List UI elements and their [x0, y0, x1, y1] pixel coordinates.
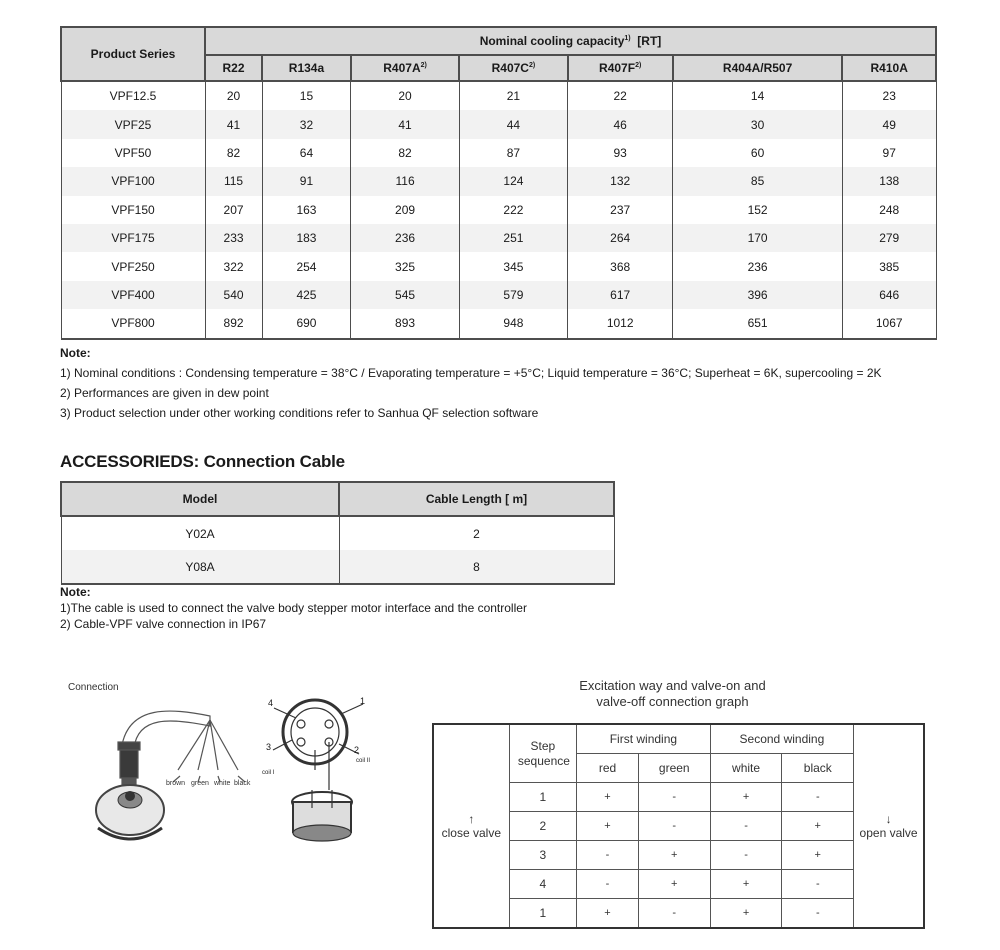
pin-number-2: 2	[354, 745, 360, 755]
product-series-cell: VPF175	[61, 224, 205, 252]
capacity-cell: 385	[842, 252, 936, 280]
cable-length-header: Cable Length [ m]	[339, 482, 614, 516]
refrigerant-header	[842, 55, 936, 81]
excitation-value: +	[782, 841, 854, 870]
capacity-cell: 116	[351, 167, 459, 195]
excitation-value: -	[782, 899, 854, 929]
excitation-value: +	[710, 783, 782, 812]
product-series-cell: VPF25	[61, 110, 205, 138]
cable-model-cell: Y02A	[61, 516, 339, 550]
nominal-capacity-label: Nominal cooling capacity	[479, 34, 625, 48]
table-row	[61, 516, 614, 550]
table-row	[61, 309, 936, 338]
capacity-table	[60, 26, 937, 340]
refrigerant-header	[351, 55, 459, 81]
second-winding-header: Second winding	[710, 724, 853, 754]
capacity-cell: 893	[351, 309, 459, 338]
table-row	[61, 196, 936, 224]
capacity-cell: 82	[351, 139, 459, 167]
refrigerant-name: R410A	[870, 61, 908, 75]
capacity-cell: 222	[459, 196, 567, 224]
capacity-cell: 20	[205, 81, 262, 110]
note-title: Note:	[60, 346, 91, 360]
refrigerant-header	[568, 55, 673, 81]
capacity-cell: 279	[842, 224, 936, 252]
capacity-cell: 124	[459, 167, 567, 195]
capacity-cell: 209	[351, 196, 459, 224]
capacity-cell: 183	[262, 224, 351, 252]
note-line: 2) Performances are given in dew point	[60, 386, 269, 400]
capacity-cell: 651	[673, 309, 843, 338]
capacity-cell: 91	[262, 167, 351, 195]
wire-column-header: white	[710, 754, 782, 783]
capacity-cell: 93	[568, 139, 673, 167]
capacity-cell: 251	[459, 224, 567, 252]
refrigerant-name: R404A/R507	[722, 61, 793, 75]
close-valve-cell	[433, 724, 509, 928]
capacity-cell: 87	[459, 139, 567, 167]
capacity-cell: 49	[842, 110, 936, 138]
capacity-cell: 152	[673, 196, 843, 224]
nominal-capacity-header	[205, 27, 936, 55]
capacity-cell: 579	[459, 281, 567, 309]
cable-length-cell: 2	[339, 516, 614, 550]
cable-length-cell: 8	[339, 550, 614, 584]
refrigerant-footnote: 2)	[635, 62, 642, 69]
product-series-cell: VPF150	[61, 196, 205, 224]
pin-number-1: 1	[360, 696, 366, 706]
capacity-cell: 425	[262, 281, 351, 309]
capacity-cell: 97	[842, 139, 936, 167]
capacity-cell: 322	[205, 252, 262, 280]
capacity-cell: 254	[262, 252, 351, 280]
step-number: 2	[509, 812, 577, 841]
capacity-cell: 23	[842, 81, 936, 110]
step-number: 1	[509, 783, 577, 812]
open-valve-label: open valve	[859, 826, 918, 840]
table-row	[61, 252, 936, 280]
excitation-value: +	[577, 899, 639, 929]
excitation-title-line2: valve-off connection graph	[596, 694, 749, 709]
table-row	[61, 110, 936, 138]
step-number: 1	[509, 899, 577, 929]
excitation-value: +	[638, 841, 710, 870]
wire-label-black: black	[234, 780, 251, 787]
wire-column-header: black	[782, 754, 854, 783]
note-block-1	[60, 346, 882, 420]
note-line: 2) Cable-VPF valve connection in IP67	[60, 617, 267, 631]
capacity-cell: 41	[351, 110, 459, 138]
capacity-table-body	[61, 81, 936, 339]
product-series-cell: VPF250	[61, 252, 205, 280]
model-header: Model	[61, 482, 339, 516]
excitation-value: -	[782, 783, 854, 812]
capacity-cell: 15	[262, 81, 351, 110]
capacity-cell: 540	[205, 281, 262, 309]
note-block-2	[60, 585, 527, 631]
capacity-cell: 948	[459, 309, 567, 338]
capacity-cell: 237	[568, 196, 673, 224]
capacity-cell: 248	[842, 196, 936, 224]
step-number: 3	[509, 841, 577, 870]
capacity-cell: 617	[568, 281, 673, 309]
excitation-title	[560, 678, 785, 710]
step-sequence-header: Step sequence	[509, 724, 577, 783]
capacity-cell: 30	[673, 110, 843, 138]
refrigerant-footnote: 2)	[528, 62, 536, 69]
capacity-cell: 646	[842, 281, 936, 309]
product-series-cell: VPF12.5	[61, 81, 205, 110]
excitation-title-line1: Excitation way and valve-on and	[579, 678, 766, 693]
pin-diagram	[273, 700, 363, 841]
excitation-value: +	[577, 812, 639, 841]
excitation-value: +	[710, 899, 782, 929]
up-arrow-icon: ↑	[468, 812, 475, 826]
capacity-cell: 138	[842, 167, 936, 195]
table-row	[61, 224, 936, 252]
accessories-heading: ACCESSORIEDS: Connection Cable	[60, 452, 345, 471]
refrigerant-header	[262, 55, 351, 81]
refrigerant-name: R407C	[491, 61, 529, 75]
refrigerant-header	[459, 55, 567, 81]
product-series-header: Product Series	[61, 27, 205, 81]
refrigerant-header	[673, 55, 843, 81]
excitation-value: +	[782, 812, 854, 841]
table-row	[61, 139, 936, 167]
excitation-value: -	[782, 870, 854, 899]
capacity-cell: 20	[351, 81, 459, 110]
capacity-cell: 60	[673, 139, 843, 167]
product-series-cell: VPF800	[61, 309, 205, 338]
cable-model-cell: Y08A	[61, 550, 339, 584]
capacity-cell: 264	[568, 224, 673, 252]
product-series-cell: VPF50	[61, 139, 205, 167]
connection-diagram	[60, 690, 400, 860]
table-row	[61, 167, 936, 195]
capacity-cell: 207	[205, 196, 262, 224]
connection-label: Connection	[68, 682, 119, 693]
cable-drawing	[118, 711, 245, 786]
nominal-capacity-footnote: 1)	[624, 35, 631, 42]
cable-table	[60, 481, 615, 585]
capacity-cell: 115	[205, 167, 262, 195]
excitation-value: -	[710, 841, 782, 870]
capacity-cell: 545	[351, 281, 459, 309]
capacity-cell: 163	[262, 196, 351, 224]
excitation-value: -	[638, 899, 710, 929]
pin-number-3: 3	[266, 742, 272, 752]
refrigerant-header	[205, 55, 262, 81]
coil-label-1: coil I	[262, 770, 275, 776]
capacity-cell: 892	[205, 309, 262, 338]
capacity-cell: 44	[459, 110, 567, 138]
excitation-value: +	[577, 783, 639, 812]
note-line: 1)The cable is used to connect the valve body stepper motor interface and the controller	[60, 601, 527, 615]
excitation-value: -	[577, 870, 639, 899]
close-valve-label: close valve	[441, 826, 501, 840]
capacity-cell: 46	[568, 110, 673, 138]
capacity-cell: 22	[568, 81, 673, 110]
excitation-table	[432, 723, 925, 929]
note-line: 1) Nominal conditions : Condensing temperature = 38°C / Evaporating temperature = +5°C; Liquid temperature = 36°C; Superheat = 6K, supercooling = 2K	[60, 366, 882, 380]
capacity-cell: 325	[351, 252, 459, 280]
capacity-cell: 1067	[842, 309, 936, 338]
capacity-cell: 690	[262, 309, 351, 338]
note-line: 3) Product selection under other working conditions refer to Sanhua QF selection software	[60, 406, 539, 420]
excitation-value: -	[577, 841, 639, 870]
note-title: Note:	[60, 585, 91, 599]
capacity-cell: 82	[205, 139, 262, 167]
excitation-value: -	[710, 812, 782, 841]
capacity-cell: 85	[673, 167, 843, 195]
wire-label-green: green	[191, 780, 209, 787]
table-row	[61, 81, 936, 110]
excitation-value: +	[710, 870, 782, 899]
table-row	[61, 281, 936, 309]
capacity-cell: 236	[351, 224, 459, 252]
refrigerant-name: R134a	[288, 61, 325, 75]
first-winding-header: First winding	[577, 724, 711, 754]
refrigerant-name: R407F	[599, 61, 636, 75]
excitation-value: -	[638, 783, 710, 812]
capacity-cell: 132	[568, 167, 673, 195]
wire-label-brown: brown	[166, 780, 186, 787]
down-arrow-icon: ↓	[885, 812, 892, 826]
capacity-cell: 21	[459, 81, 567, 110]
product-series-cell: VPF100	[61, 167, 205, 195]
capacity-cell: 233	[205, 224, 262, 252]
capacity-cell: 236	[673, 252, 843, 280]
capacity-cell: 170	[673, 224, 843, 252]
capacity-cell: 345	[459, 252, 567, 280]
excitation-value: -	[638, 812, 710, 841]
refrigerant-name: R407A	[383, 61, 421, 75]
nominal-capacity-unit: [RT]	[637, 34, 662, 48]
capacity-cell: 41	[205, 110, 262, 138]
open-valve-cell	[854, 724, 924, 928]
excitation-value: +	[638, 870, 710, 899]
pin-number-4: 4	[268, 698, 274, 708]
refrigerant-footnote: 2)	[420, 62, 427, 69]
wire-column-header: red	[577, 754, 639, 783]
capacity-cell: 368	[568, 252, 673, 280]
capacity-cell: 32	[262, 110, 351, 138]
product-series-cell: VPF400	[61, 281, 205, 309]
wire-column-header: green	[638, 754, 710, 783]
capacity-cell: 1012	[568, 309, 673, 338]
capacity-cell: 64	[262, 139, 351, 167]
table-row	[61, 550, 614, 584]
wire-label-white: white	[214, 780, 231, 787]
step-number: 4	[509, 870, 577, 899]
coil-label-2: coil II	[356, 758, 371, 764]
capacity-cell: 396	[673, 281, 843, 309]
capacity-cell: 14	[673, 81, 843, 110]
refrigerant-name: R22	[222, 61, 245, 75]
